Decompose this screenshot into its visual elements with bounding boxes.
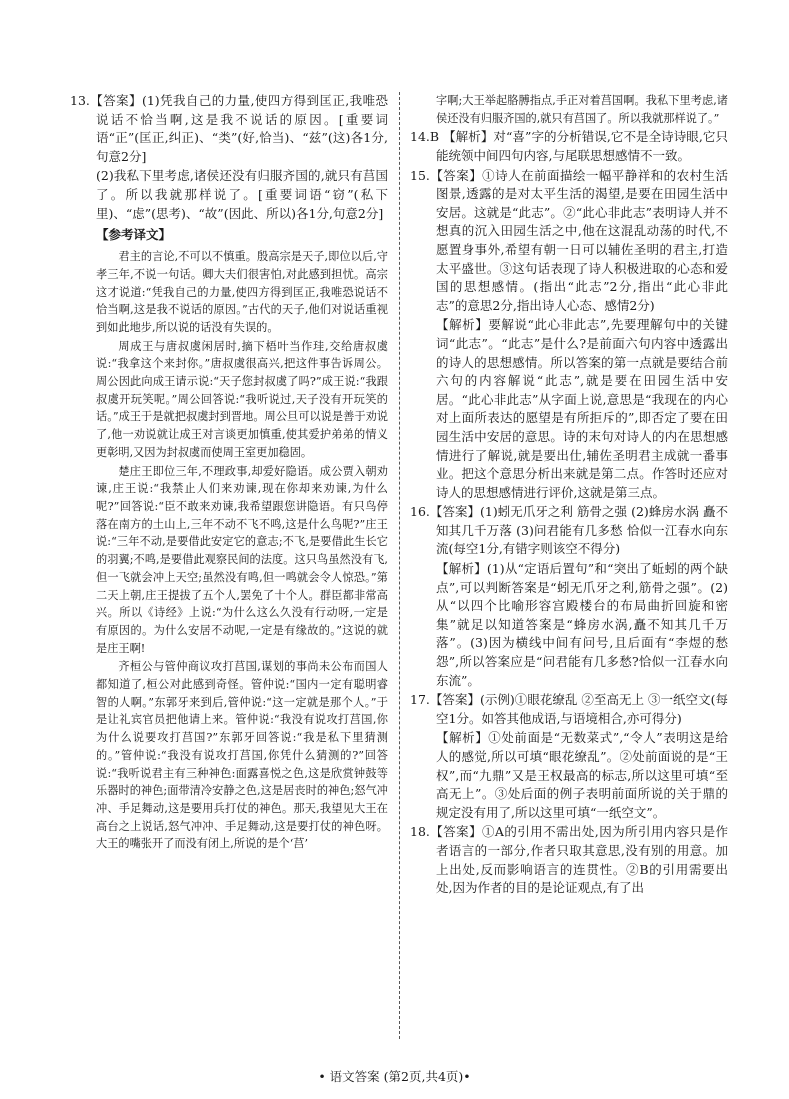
q15-answer: 15.【答案】①诗人在前面描绘一幅平静祥和的农村生活图景,透露的是对太平生活的渴望,是要在田园生活中安居。这就是“此志”。②“此心非此志”表明诗人并不想真的沉入田园生活之中,他在这混乱动荡的时代,不愿置身事外,希望有朝一日可以辅佐圣明的君主,打造太平盛世。③这句话表现了诗人积极进取的心态和爱国的思想感情。(指出“此志”2分,指出“此心非此志”的意思2分,指出诗人心态、感情2分) <box>410 167 728 313</box>
right-column <box>410 92 728 1039</box>
q17-analysis: 【解析】①处前面是“无数菜式”,“令人”表明这是给人的感觉,所以可填“眼花缭乱”。②处前面说的是“王权”,而“九鼎”又是王权最高的标志,所以这里可填“至高无上”。③处后面的例子表明前面所说的关于鼎的规定没有用了,所以这里可填“一纸空文”。 <box>436 730 728 820</box>
q13-answer-1: 13.【答案】(1)凭我自己的力量,使四方得到匡正,我唯恐说话不恰当啊,这是我不说话的原因。[重要词语“正”(匡正,纠正)、“类”(好,恰当)、“兹”(这)各1分,句意2分] <box>70 93 388 164</box>
reference-translation-title: 【参考译文】 <box>96 227 172 243</box>
q14-answer: 14.B 【解析】对“喜”字的分析错误,它不是全诗诗眼,它只能统领中间四句内容,与尾联思想感情不一致。 <box>410 129 728 163</box>
q16-analysis: 【解析】(1)从“定语后置句”和“突出了蚯蚓的两个缺点”,可以判断答案是“蚓无爪牙之利,筋骨之强”。(2)从“以四个比喻形容宫殿楼台的布局曲折回旋和密集”就足以知道答案是“蜂房水涡,矗不知其几千万落”。(3)因为横线中间有问号,且后面有“李煜的愁怨”,所以答案应是“问君能有几多愁?恰似一江春水向东流”。 <box>436 561 728 688</box>
q15-analysis: 【解析】要解说“此心非此志”,先要理解句中的关键词“此志”。“此志”是什么?是前面六句内容中透露出的诗人的思想感情。所以答案的第一点就是要结合前六句的内容解说“此志”,就是要在田园生活中安居。“此心非此志”从字面上说,意思是“我现在的内心对上面所表达的愿望是有所拒斥的”,即否定了要在田园生活中安居的意思。诗的末句对诗人的内在思想感情进行了解说,就是要出仕,辅佐圣明君主成就一番事业。把这个意思分析出来就是第二点。作答时还应对诗人的思想感情进行评价,这就是第三点。 <box>436 317 728 500</box>
translation-paragraph-3: 楚庄王即位三年,不理政事,却爱好隐语。成公贾入朝劝谏,庄王说:“我禁止人们来劝谏,现在你却来劝谏,为什么呢?”回答说:“臣不敢来劝谏,我希望跟您讲隐语。有只鸟停落在南方的土山上,三年不动不飞不鸣,这是什么鸟呢?”庄王说:“三年不动,是要借此安定它的意志;不飞,是要借此生长它的羽翼;不鸣,是要借此观察民间的法度。这只鸟虽然没有飞,但一飞就会冲上天空;虽然没有鸣,但一鸣就会令人惊恐。”第二天上朝,庄王提拔了五个人,罢免了十个人。群臣都非常高兴。所以《诗经》上说:“为什么这么久没有行动呀,一定是有原因的。为什么安居不动呢,一定是有缘故的。”这说的就是庄王啊! <box>96 464 388 655</box>
q18-answer: 18.【答案】①A的引用不需出处,因为所引用内容只是作者语言的一部分,作者只取其意思,没有别的用意。加上出处,反而影响语言的连贯性。②B的引用需要出处,因为作者的目的是论证观点,有了出 <box>410 824 728 896</box>
translation-paragraph-2: 周成王与唐叔虞闲居时,摘下梧叶当作珪,交给唐叔虞说:“我拿这个来封你。”唐叔虞很高兴,把这件事告诉周公。周公因此向成王请示说:“天子您封叔虞了吗?”成王说:“我跟叔虞开玩笑呢。”周公回答说:“我听说过,天子没有开玩笑的话。”成王于是就把叔虞封到晋地。周公旦可以说是善于劝说了,他一劝说就让成王对言谈更加慎重,使其爱护弟弟的情义更彰明,又因为封叔虞而使周王室更加稳固。 <box>96 339 388 459</box>
translation-paragraph-1: 君主的言论,不可以不慎重。殷高宗是天子,即位以后,守孝三年,不说一句话。卿大夫们很害怕,对此感到担忧。高宗这才说道:“凭我自己的力量,使四方得到匡正,我唯恐说话不恰当啊,这是我不说话的原因。”古代的天子,他们对说话重视到如此地步,所以说的话没有失误的。 <box>96 250 388 334</box>
page-footer: • 语文答案 (第2页,共4页)• <box>318 1069 471 1084</box>
q17-answer: 17.【答案】(示例)①眼花缭乱 ②至高无上 ③一纸空文(每空1分。如答其他成语,与语境相合,亦可得分) <box>410 692 728 726</box>
column-divider <box>399 92 400 1039</box>
translation-paragraph-4: 齐桓公与管仲商议攻打莒国,谋划的事尚未公布而国人都知道了,桓公对此感到奇怪。管仲说:“国内一定有聪明睿智的人啊。”东郭牙来到后,管仲说:“这一定就是那个人。”于是让礼宾官员把他请上来。管仲说:“我没有说攻打莒国,你为什么说要攻打莒国?”东郭牙回答说:“我是私下里猜测的。”管仲说:“我没有说攻打莒国,你凭什么猜测的?”回答说:“我听说君主有三种神色:面露喜悦之色,这是欣赏钟鼓等乐器时的神色;面带清冷安静之色,这是居丧时的神色;怒气冲冲、手足舞动,这是要用兵打仗的神色。那天,我望见大王在高台之上说话,怒气冲冲、手足舞动,这是要打仗的神色呀。大王的嘴张开了而没有闭上,所说的是个‘莒’ <box>96 660 388 851</box>
q13-answer-2: (2)我私下里考虑,诸侯还没有归服齐国的,就只有莒国了。所以我就那样说了。[重要词语“窃”(私下里)、“虑”(思考)、“故”(因此、所以)各1分,句意2分] <box>96 168 388 221</box>
translation-continuation: 字啊;大王举起胳膊指点,手正对着莒国啊。我私下里考虑,诸侯还没有归服齐国的,就只有莒国了。所以我就那样说了。” <box>436 94 728 125</box>
left-column <box>70 92 388 1039</box>
q16-answer: 16.【答案】(1)蚓无爪牙之利 筋骨之强 (2)蜂房水涡 矗不知其几千万落 (3)问君能有几多愁 恰似一江春水向东流(每空1分,有错字则该空不得分) <box>410 504 728 557</box>
